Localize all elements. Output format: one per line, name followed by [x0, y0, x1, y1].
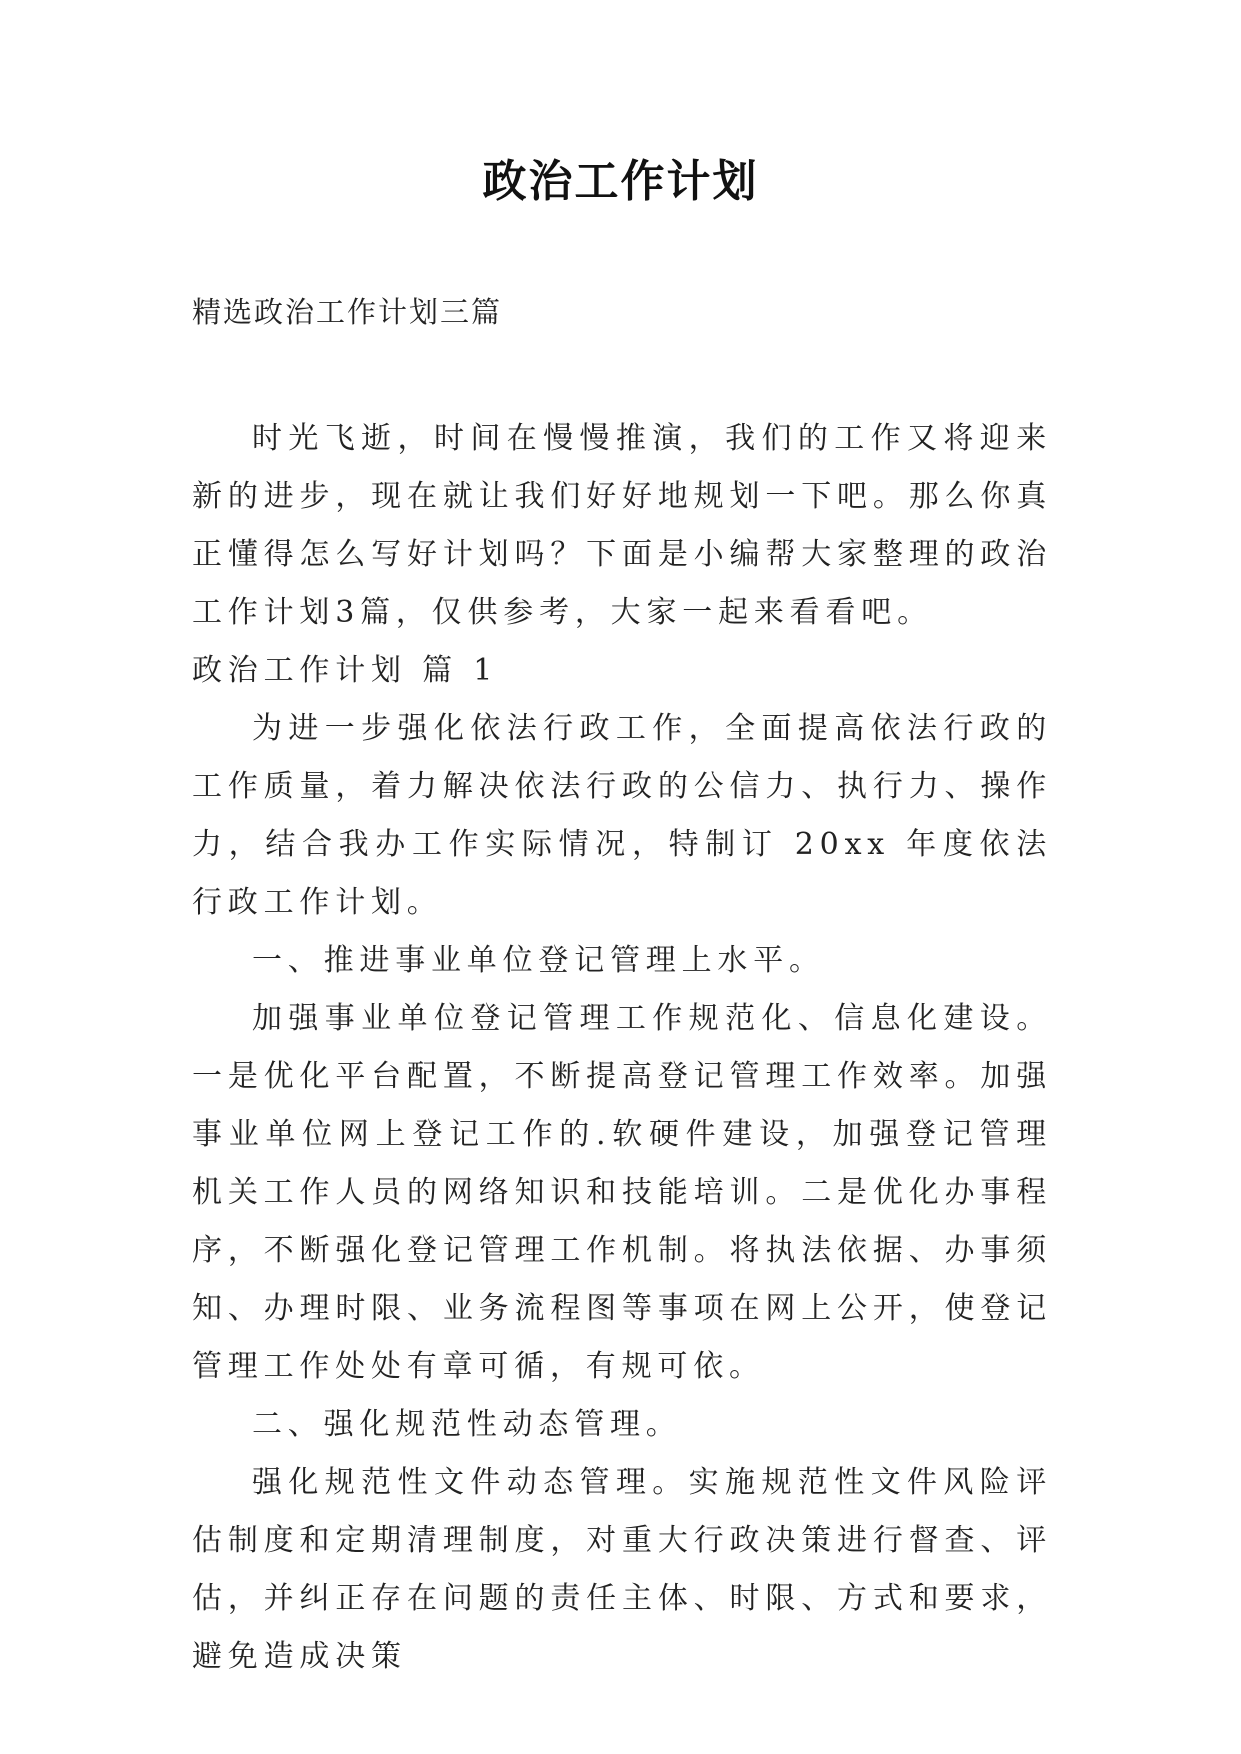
- heading-one: 一、推进事业单位登记管理上水平。: [252, 943, 825, 978]
- paragraph-purpose: 为进一步强化依法行政工作，全面提高依法行政的工作质量，着力解决依法行政的公信力、执行力、操作力，结合我办工作实际情况，特制订 20xx 年度依法行政工作计划。: [192, 711, 1052, 920]
- paragraph-registration: 加强事业单位登记管理工作规范化、信息化建设。一是优化平台配置，不断提高登记管理工作效率。加强事业单位网上登记工作的.软硬件建设，加强登记管理机关工作人员的网络知识和技能培训。二是优化办事程序，不断强化登记管理工作机制。将执法依据、办事须知、办理时限、业务流程图等事项在网上公开，使登记管理工作处处有章可循，有规可依。: [192, 1001, 1052, 1384]
- document-body: [192, 410, 1052, 1686]
- paragraph-normative: 强化规范性文件动态管理。实施规范性文件风险评估制度和定期清理制度，对重大行政决策进行督查、评估，并纠正存在问题的责任主体、时限、方式和要求，避免造成决策: [192, 1465, 1052, 1674]
- section-title: 政治工作计划 篇 1: [192, 653, 499, 688]
- heading-two: 二、强化规范性动态管理。: [252, 1407, 682, 1442]
- document-subtitle: 精选政治工作计划三篇: [192, 295, 503, 329]
- document-title: 政治工作计划: [482, 156, 759, 207]
- intro-paragraph: 时光飞逝，时间在慢慢推演，我们的工作又将迎来新的进步，现在就让我们好好地规划一下吧。那么你真正懂得怎么写好计划吗？下面是小编帮大家整理的政治工作计划3篇，仅供参考，大家一起来看看吧。: [192, 421, 1052, 630]
